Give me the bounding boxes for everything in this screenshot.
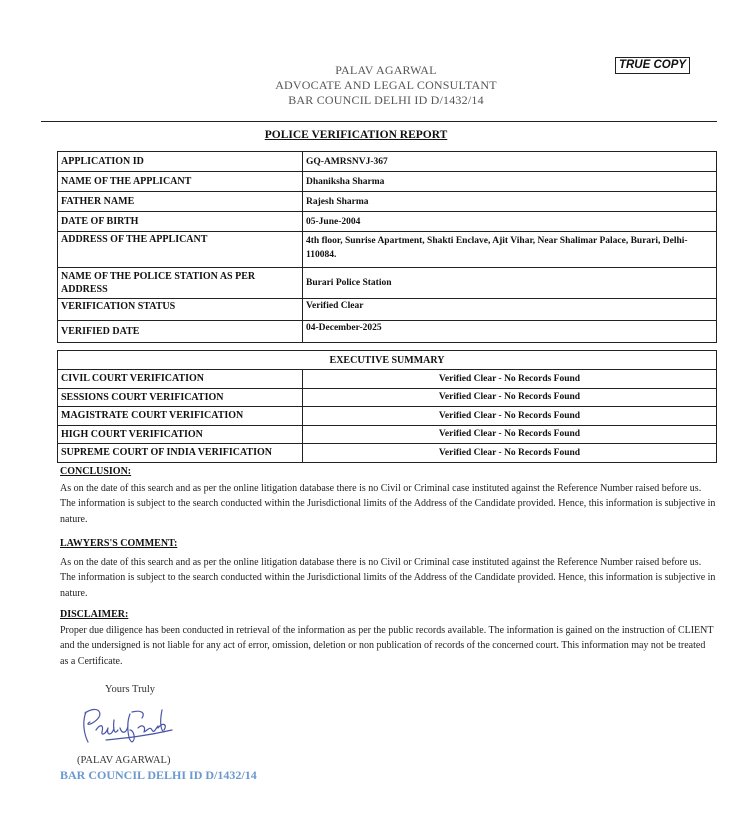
- header-divider: [41, 121, 717, 122]
- table-row: [58, 425, 717, 444]
- applicant-name-label: NAME OF THE APPLICANT: [58, 172, 303, 192]
- high-court-label: HIGH COURT VERIFICATION: [58, 425, 303, 444]
- verified-date-value: 04-December-2025: [303, 321, 717, 343]
- executive-summary-heading: EXECUTIVE SUMMARY: [58, 351, 717, 370]
- applicant-details-table: [57, 151, 717, 343]
- police-station-label: NAME OF THE POLICE STATION AS PER ADDRESS: [58, 268, 303, 299]
- table-row: [58, 407, 717, 426]
- dob-value: 05-June-2004: [303, 212, 717, 232]
- table-row: [58, 192, 717, 212]
- father-name-label: FATHER NAME: [58, 192, 303, 212]
- signatory-bar-id: BAR COUNCIL DELHI ID D/1432/14: [60, 768, 257, 782]
- letterhead-bar-id: BAR COUNCIL DELHI ID D/1432/14: [288, 93, 484, 107]
- address-value: 4th floor, Sunrise Apartment, Shakti Enclave, Ajit Vihar, Near Shalimar Palace, Burari, Delhi-110084.: [303, 232, 717, 268]
- table-row: [58, 152, 717, 172]
- sessions-court-result: Verified Clear - No Records Found: [303, 388, 717, 407]
- disclaimer-heading: DISCLAIMER:: [60, 609, 129, 620]
- verification-status-label: VERIFICATION STATUS: [58, 299, 303, 321]
- verified-date-label: VERIFIED DATE: [58, 321, 303, 343]
- magistrate-court-result: Verified Clear - No Records Found: [303, 407, 717, 426]
- police-station-value: Burari Police Station: [303, 268, 717, 299]
- closing-salutation: Yours Truly: [105, 684, 156, 695]
- letterhead-name: PALAV AGARWAL: [335, 63, 437, 77]
- application-id-label: APPLICATION ID: [58, 152, 303, 172]
- table-row: [58, 370, 717, 389]
- table-row: [58, 388, 717, 407]
- father-name-value: Rajesh Sharma: [303, 192, 717, 212]
- lawyers-comment-text: As on the date of this search and as per the online litigation database there is no Civil or Criminal case instituted against the Reference Number raised before us. The information is subject to the search conducted within the Jurisdictional limits of the Address of the Candidate provided. Hence, this information is subjective in nature.: [60, 557, 716, 599]
- table-row: [58, 299, 717, 321]
- table-row: [58, 351, 717, 370]
- disclaimer-text: Proper due diligence has been conducted in retrieval of the information as per the public records available. The information is gained on the instruction of CLIENT and the undersigned is not liable for any act of error, omission, deletion or non publication of records of the concerned court. This information may not be treated as a Certificate.: [60, 625, 714, 667]
- signatory-name: (PALAV AGARWAL): [77, 755, 171, 766]
- civil-court-label: CIVIL COURT VERIFICATION: [58, 370, 303, 389]
- table-row: [58, 232, 717, 268]
- high-court-result: Verified Clear - No Records Found: [303, 425, 717, 444]
- application-id-value: GQ-AMRSNVJ-367: [303, 152, 717, 172]
- table-row: [58, 268, 717, 299]
- civil-court-result: Verified Clear - No Records Found: [303, 370, 717, 389]
- true-copy-stamp: TRUE COPY: [615, 57, 690, 74]
- lawyers-comment-heading: LAWYERS'S COMMENT:: [60, 538, 178, 549]
- dob-label: DATE OF BIRTH: [58, 212, 303, 232]
- sessions-court-label: SESSIONS COURT VERIFICATION: [58, 388, 303, 407]
- supreme-court-label: SUPREME COURT OF INDIA VERIFICATION: [58, 444, 303, 463]
- conclusion-text: As on the date of this search and as per the online litigation database there is no Civil or Criminal case instituted against the Reference Number raised before us. The information is subject to the search conducted within the Jurisdictional limits of the Address of the Candidate provided. Hence, this information is subjective in nature.: [60, 483, 716, 525]
- verification-status-value: Verified Clear: [303, 299, 717, 321]
- report-title: POLICE VERIFICATION REPORT: [264, 129, 448, 141]
- table-row: [58, 172, 717, 192]
- conclusion-heading: CONCLUSION:: [60, 466, 132, 477]
- table-row: [58, 212, 717, 232]
- table-row: [58, 321, 717, 343]
- supreme-court-result: Verified Clear - No Records Found: [303, 444, 717, 463]
- executive-summary-table: [57, 350, 717, 463]
- address-label: ADDRESS OF THE APPLICANT: [58, 232, 303, 268]
- letterhead-designation: ADVOCATE AND LEGAL CONSULTANT: [275, 78, 497, 92]
- signature: [76, 700, 176, 750]
- magistrate-court-label: MAGISTRATE COURT VERIFICATION: [58, 407, 303, 426]
- applicant-name-value: Dhaniksha Sharma: [303, 172, 717, 192]
- table-row: [58, 444, 717, 463]
